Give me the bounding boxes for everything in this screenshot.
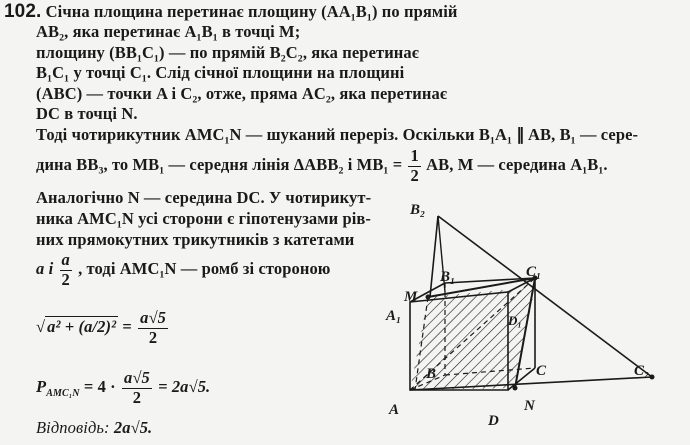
answer-value: 2a√5. <box>113 418 153 437</box>
midline-suffix: AB, M — середина A₁B₁. <box>426 154 608 174</box>
label-c: C <box>536 363 547 379</box>
fraction-denominator: 2 <box>148 327 158 347</box>
label-b2: B₂ <box>410 202 426 218</box>
fraction-denominator: 2 <box>410 165 419 185</box>
label-c1: C₁ <box>526 264 542 280</box>
analog-line: них прямокутних трикутників з катетами <box>36 230 355 249</box>
fraction-denominator: 2 <box>61 269 70 289</box>
radical-sign: √ <box>36 316 46 336</box>
fraction-numerator: 1 <box>410 146 419 165</box>
analog-line: Аналогічно N — середина DC. У чотирикут- <box>36 188 372 207</box>
label-m: M <box>404 289 418 305</box>
radicand: a² + (a/2)² <box>47 316 117 336</box>
intro-line: Січна площина перетинає площину (AA₁B₁) по прямій <box>45 2 458 21</box>
label-n: N <box>524 398 535 414</box>
point-n <box>513 386 518 391</box>
line-b2-m <box>430 216 438 297</box>
analog-line: ника AMC₁N усі сторони є гіпотенузами рів- <box>36 209 372 228</box>
problem-number: 102. <box>4 1 42 22</box>
label-a1: A₁ <box>386 308 402 324</box>
intro-line: (ABC) — точки A і C₂, отже, пряма AC₂, яка перетинає <box>36 84 448 103</box>
intro-line: AB₂, яка перетинає A₁B₁ в точці M; <box>36 22 301 41</box>
fraction-numerator: a√5 <box>140 308 166 327</box>
label-d: D <box>488 413 499 429</box>
point-c2 <box>650 375 655 380</box>
intro-line: площину (BB₁C₁) — по прямій B₂C₂, яка перетинає <box>36 43 419 62</box>
equals-sign: = <box>122 316 132 336</box>
answer-label: Відповідь: <box>36 418 110 437</box>
rhomb-prefix: a і <box>36 258 54 278</box>
fraction-numerator: a <box>61 250 70 269</box>
perimeter-subscript: AMC₁N <box>46 388 80 400</box>
intro-line: B₁C₁ у точці C₁. Слід січної площини на площині <box>36 63 405 82</box>
label-d1: D₁ <box>508 313 522 328</box>
label-b: B <box>426 366 437 382</box>
intro-line: DC в точці N. <box>36 104 138 123</box>
fraction-numerator: a√5 <box>124 368 150 387</box>
fraction-denominator: 2 <box>132 387 142 407</box>
perimeter-label: P <box>36 376 47 396</box>
perimeter-mid: = 4 · <box>83 376 116 396</box>
perimeter-end: = 2a√5. <box>158 376 211 396</box>
label-b1: B₁ <box>440 269 456 285</box>
label-a: A <box>389 402 400 418</box>
label-c2: C₂ <box>634 363 650 379</box>
rhomb-suffix: , тоді AMC₁N — ромб зі стороною <box>78 258 331 278</box>
section-line: Тоді чотирикутник AMC₁N — шуканий переріз. Оскільки B₁A₁ ∥ AB, B₁ — сере- <box>36 125 639 144</box>
point-m <box>426 295 431 300</box>
midline-prefix: дина BB₃, то MB₁ — середня лінія ΔABB₂ і MB₁ = <box>36 154 403 174</box>
